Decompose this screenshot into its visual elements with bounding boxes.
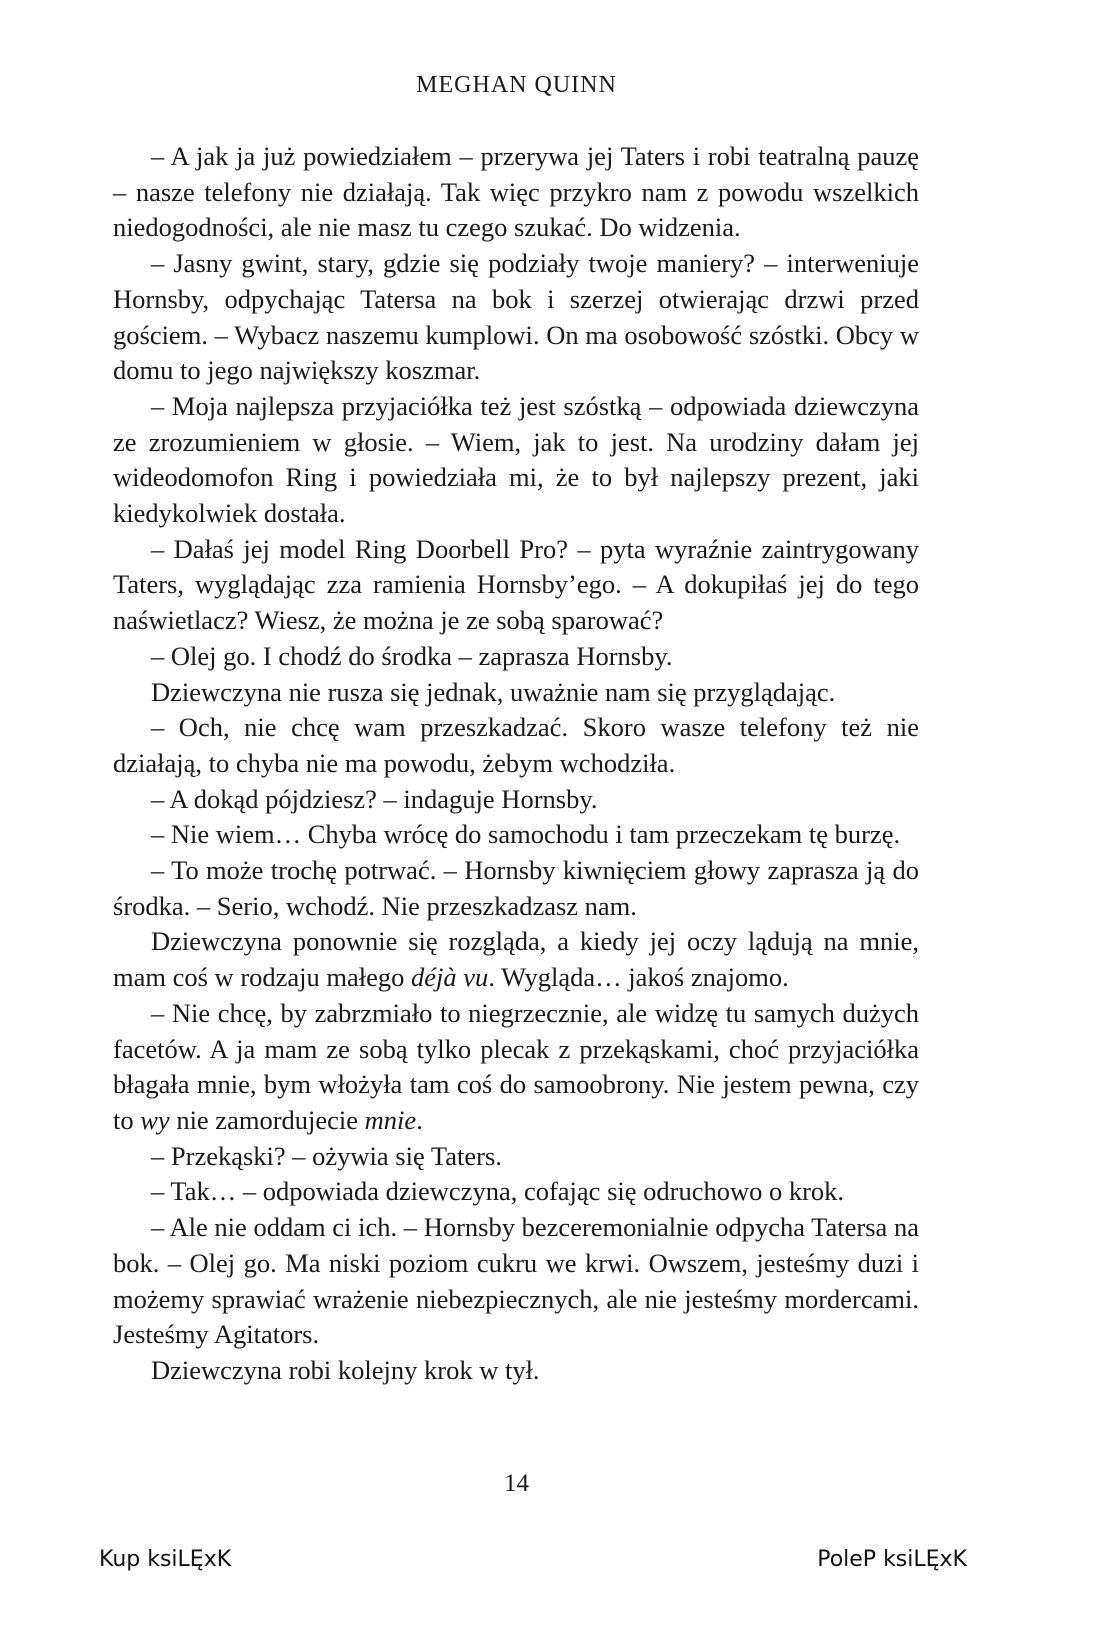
paragraph-text: – Och, nie chcę wam przeszkadzać. Skoro wasze telefony też nie działają, to chyba nie ma powodu, żebym wchodziła. (113, 712, 919, 778)
paragraph (113, 246, 919, 389)
paragraph (113, 1174, 919, 1210)
paragraph-text: – To może trochę potrwać. – Hornsby kiwnięciem głowy zaprasza ją do środka. – Serio, wchodź. Nie przeszkadzasz nam. (113, 855, 919, 921)
paragraph (113, 853, 919, 924)
recommend-book-link[interactable]: PoleP ksiLĘxK (817, 1547, 967, 1572)
paragraph-text: – Moja najlepsza przyjaciółka też jest szóstką – odpowiada dziewczyna ze zrozumieniem w głosie. – Wiem, jak to jest. Na urodziny dałam jej wideodomofon Ring i powiedziała mi, że to był najlepszy prezent, jaki kiedykolwiek dostała. (113, 390, 919, 529)
running-head-author: MEGHAN QUINN (416, 72, 617, 98)
paragraph-text: – Jasny gwint, stary, gdzie się podziały twoje maniery? – interweniuje Hornsby, odpychając Tatersa na bok i szerzej otwierając drzwi przed gościem. – Wybacz naszemu kumplowi. On ma osobowość szóstki. Obcy w domu to jego największy koszmar. (113, 248, 919, 386)
paragraph (113, 675, 919, 711)
paragraph-text: . Wygląda… jakoś znajomo. (488, 962, 789, 993)
paragraph-text: – Nie chcę, by zabrzmiało to niegrzecznie, ale widzę tu samych dużych facetów. A ja mam ze sobą tylko plecak z przekąskami, choć przyjaciółka błagała mnie, bym włożyła tam coś do samoobrony. Nie jestem pewna, czy to (113, 997, 919, 1135)
paragraph-text: – Nie wiem… Chyba wrócę do samochodu i tam przeczekam tę burzę. (151, 819, 901, 850)
paragraph (113, 782, 919, 818)
paragraph-text: – Dałaś jej model Ring Doorbell Pro? – pyta wyraźnie zaintrygowany Taters, wyglądając zza ramienia Hornsby’ego. – A dokupiłaś jej do tego naświetlacz? Wiesz, że można je ze sobą sparować? (113, 533, 919, 636)
paragraph (113, 1139, 919, 1175)
paragraph-text: – A dokąd pójdziesz? – indaguje Hornsby. (151, 783, 598, 814)
paragraph-text: Dziewczyna robi kolejny krok w tył. (151, 1354, 540, 1385)
paragraph-text: . (416, 1104, 423, 1135)
paragraph-text: Dziewczyna ponownie się rozgląda, a kiedy jej oczy lądują na mnie, mam coś w rodzaju małego (113, 926, 919, 993)
paragraph-text: – Tak… – odpowiada dziewczyna, cofając się odruchowo o krok. (151, 1176, 845, 1207)
italic-text: déjà vu (411, 962, 489, 993)
paragraph (113, 389, 919, 532)
paragraph (113, 710, 919, 781)
page-number: 14 (504, 1470, 529, 1497)
italic-text: wy (140, 1104, 170, 1135)
paragraph-text: – Ale nie oddam ci ich. – Hornsby bezceremonialnie odpycha Tatersa na bok. – Olej go. Ma niski poziom cukru we krwi. Owszem, jesteśmy duzi i możemy sprawiać wrażenie niebezpiecznych, ale nie jesteśmy mordercami. Jesteśmy Agitators. (113, 1212, 919, 1350)
paragraph (113, 1353, 919, 1389)
body-text (113, 139, 919, 1389)
paragraph (113, 924, 919, 995)
italic-text: mnie (364, 1104, 417, 1135)
paragraph (113, 1210, 919, 1353)
paragraph-text: nie zamordujecie (169, 1104, 365, 1135)
paragraph (113, 139, 919, 246)
paragraph-text: – Olej go. I chodź do środka – zaprasza Hornsby. (151, 640, 673, 671)
paragraph (113, 639, 919, 675)
paragraph-text: – Przekąski? – ożywia się Taters. (151, 1140, 502, 1171)
paragraph-text: Dziewczyna nie rusza się jednak, uważnie nam się przyglądając. (151, 676, 836, 707)
paragraph (113, 532, 919, 639)
buy-book-link[interactable]: Kup ksiLĘxK (99, 1547, 232, 1572)
paragraph-text: – A jak ja już powiedziałem – przerywa jej Taters i robi teatralną pauzę – nasze telefony nie działają. Tak więc przykro nam z powodu wszelkich niedogodności, ale nie masz tu czego szukać. Do widzenia. (113, 141, 919, 243)
paragraph (113, 996, 919, 1139)
paragraph (113, 817, 919, 853)
